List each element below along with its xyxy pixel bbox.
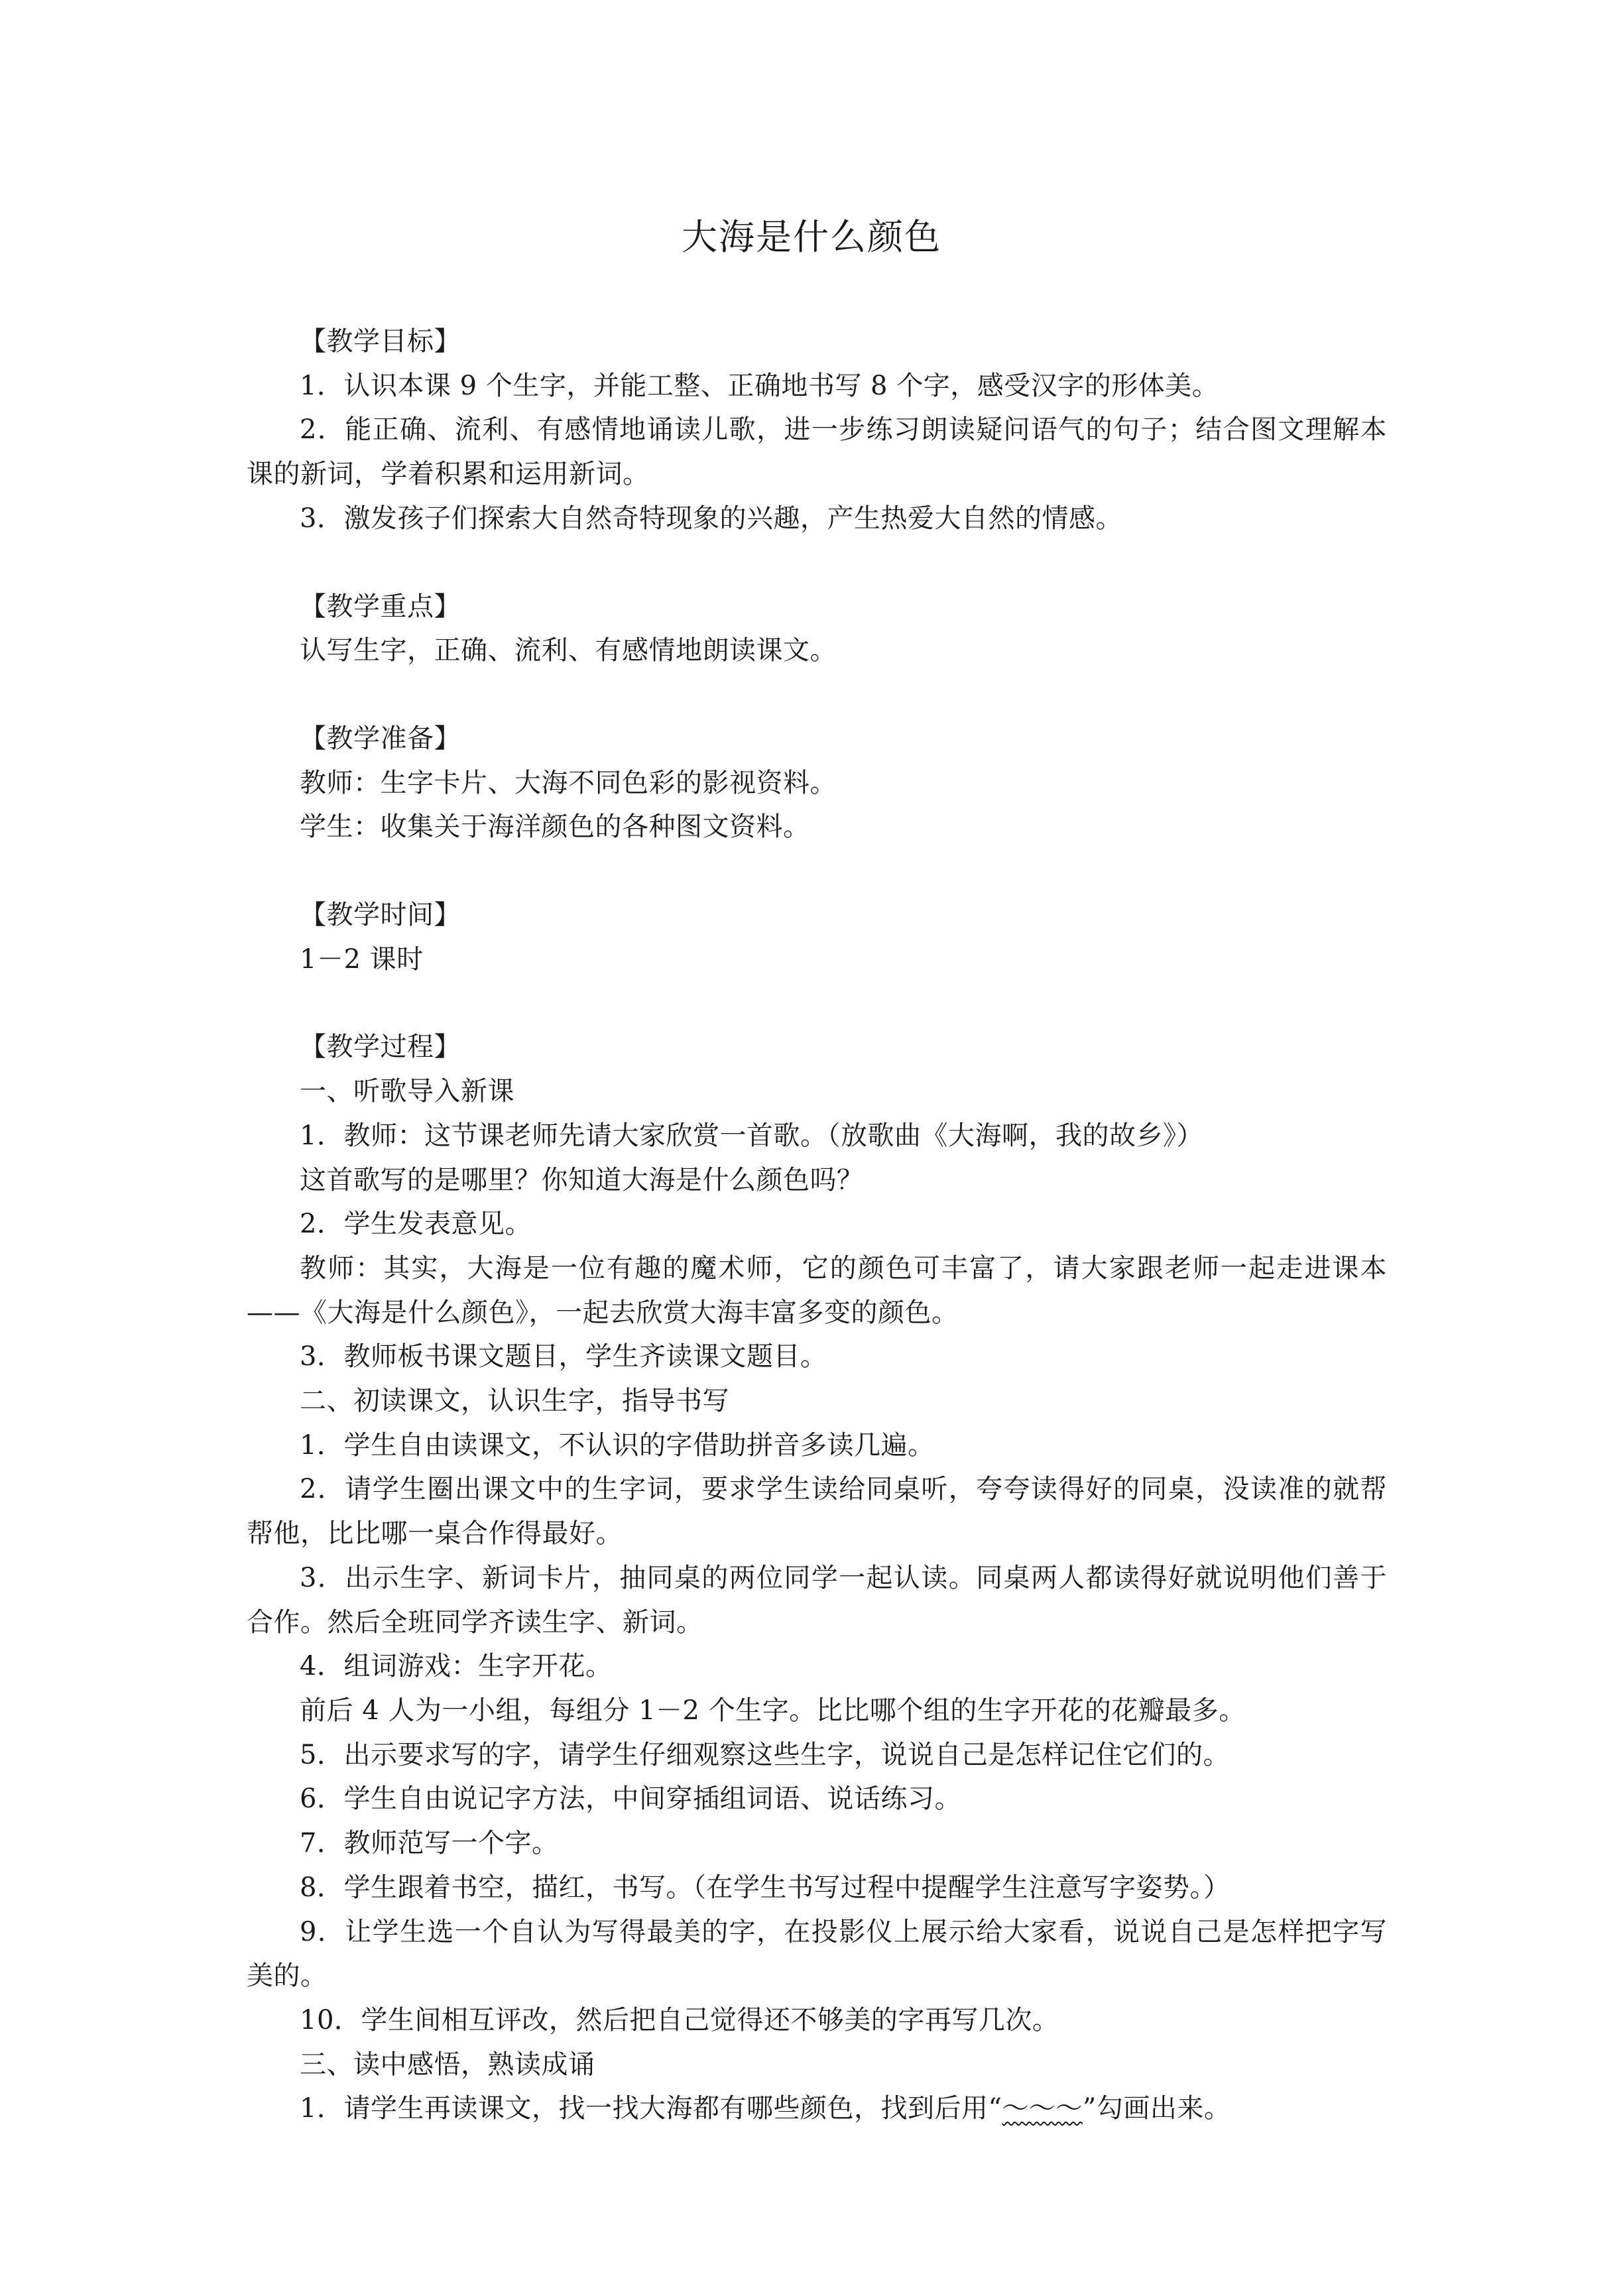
prep-item: 教师：生字卡片、大海不同色彩的影视资料。	[300, 767, 837, 798]
process-item: 一、听歌导入新课	[300, 1076, 514, 1107]
process-item: 6．学生自由说记字方法，中间穿插组词语、说话练习。	[300, 1783, 961, 1815]
section-heading-focus: 【教学重点】	[300, 591, 461, 622]
process-item: 1．教师：这节课老师先请大家欣赏一首歌。（放歌曲《大海啊，我的故乡》）	[300, 1120, 1203, 1151]
section-gap	[247, 981, 1387, 1025]
process-item: 7．教师范写一个字。	[300, 1828, 559, 1859]
process-item: 5．出示要求写的字，请学生仔细观察这些生字，说说自己是怎样记住它们的。	[300, 1739, 1230, 1770]
section-heading-goals: 【教学目标】	[300, 326, 461, 357]
process-item: 这首歌写的是哪里？你知道大海是什么颜色吗？	[300, 1164, 864, 1195]
section-heading-process: 【教学过程】	[300, 1032, 461, 1063]
process-item: 9．让学生选一个自认为写得最美的字，在投影仪上展示给大家看，说说自己是怎样把字写美的。	[247, 1916, 1387, 1992]
document-title: 大海是什么颜色	[682, 216, 941, 258]
wavy-line-mark: ～～～	[1002, 2093, 1083, 2124]
process-item: 2．请学生圈出课文中的生字词，要求学生读给同桌听，夸夸读得好的同桌，没读准的就帮帮他，比比哪一桌合作得最好。	[247, 1474, 1387, 1549]
process-item: 教师：其实，大海是一位有趣的魔术师，它的颜色可丰富了，请大家跟老师一起走进课本——《大海是什么颜色》，一起去欣赏大海丰富多变的颜色。	[247, 1252, 1387, 1328]
process-item: 8．学生跟着书空，描红，书写。（在学生书写过程中提醒学生注意写字姿势。）	[300, 1872, 1231, 1903]
document-body	[247, 320, 1387, 2131]
goal-item: 1．认识本课 9 个生字，并能工整、正确地书写 8 个字，感受汉字的形体美。	[300, 370, 1219, 401]
process-last-line	[247, 2086, 1387, 2131]
last-line-after: ”勾画出来。	[1082, 2093, 1231, 2124]
time-item: 1－2 课时	[300, 943, 424, 975]
process-item: 1．学生自由读课文，不认识的字借助拼音多读几遍。	[300, 1429, 935, 1461]
process-item: 10．学生间相互评改，然后把自己觉得还不够美的字再写几次。	[300, 2004, 1059, 2035]
process-item: 3．出示生字、新词卡片，抽同桌的两位同学一起认读。同桌两人都读得好就说明他们善于合作。然后全班同学齐读生字、新词。	[247, 1562, 1387, 1638]
process-item: 二、初读课文，认识生字，指导书写	[300, 1386, 729, 1417]
section-gap	[247, 673, 1387, 717]
section-gap	[247, 849, 1387, 893]
goal-item: 3．激发孩子们探索大自然奇特现象的兴趣，产生热爱大自然的情感。	[300, 503, 1122, 534]
prep-item: 学生：收集关于海洋颜色的各种图文资料。	[300, 812, 810, 843]
process-item: 4．组词游戏：生字开花。	[300, 1651, 613, 1682]
process-item: 前后 4 人为一小组，每组分 1－2 个生字。比比哪个组的生字开花的花瓣最多。	[300, 1695, 1246, 1726]
section-heading-time: 【教学时间】	[300, 900, 461, 931]
section-heading-prep: 【教学准备】	[300, 723, 461, 754]
last-line-before: 1．请学生再读课文，找一找大海都有哪些颜色，找到后用“	[300, 2093, 1002, 2124]
process-item: 三、读中感悟，熟读成诵	[300, 2049, 595, 2080]
process-item: 3．教师板书课文题目，学生齐读课文题目。	[300, 1341, 827, 1372]
process-item: 2．学生发表意见。	[300, 1209, 532, 1240]
goal-item: 2．能正确、流利、有感情地诵读儿歌，进一步练习朗读疑问语气的句子；结合图文理解本课的新词，学着积累和运用新词。	[247, 414, 1387, 490]
section-gap	[247, 541, 1387, 585]
focus-item: 认写生字，正确、流利、有感情地朗读课文。	[300, 635, 837, 666]
